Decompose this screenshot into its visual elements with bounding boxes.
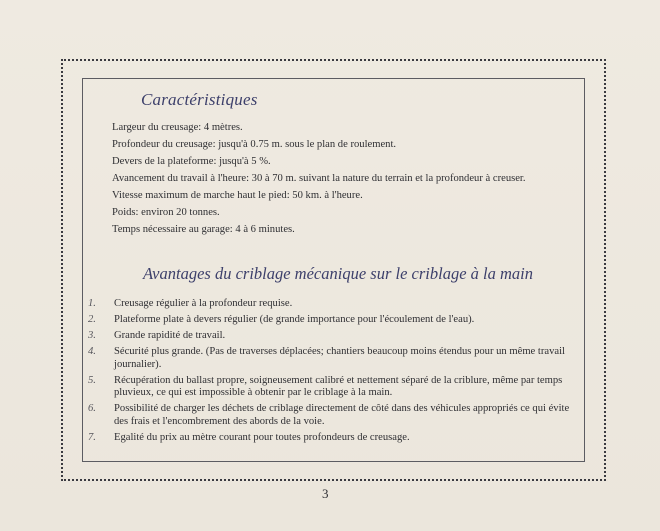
item-number: 4. bbox=[88, 346, 96, 358]
item-text: Creusage régulier à la profondeur requise. bbox=[114, 298, 293, 309]
list-item bbox=[86, 432, 578, 445]
characteristic-line: Vitesse maximum de marche haut le pied: 50 km. à l'heure. bbox=[112, 190, 363, 201]
item-number: 2. bbox=[88, 314, 96, 326]
item-number: 3. bbox=[88, 330, 96, 342]
item-number: 5. bbox=[88, 374, 96, 386]
characteristic-line: Profondeur du creusage: jusqu'à 0.75 m. sous le plan de roulement. bbox=[112, 139, 397, 150]
item-text: Plateforme plate à devers régulier (de grande importance pour l'écoulement de l'eau). bbox=[114, 314, 475, 326]
section-title-avantages: Avantages du criblage mécanique sur le criblage à la main bbox=[143, 264, 533, 283]
item-text: Sécurité plus grande. (Pas de traverses déplacées; chantiers beaucoup moins étendus pour un même travail journalier). bbox=[114, 346, 565, 370]
list-item bbox=[86, 314, 578, 327]
section-title-caracteristiques: Caractéristiques bbox=[141, 90, 258, 109]
item-number: 6. bbox=[88, 403, 96, 415]
page-number: 3 bbox=[322, 486, 329, 501]
item-number: 7. bbox=[88, 432, 96, 444]
characteristic-line: Avancement du travail à l'heure: 30 à 70 m. suivant la nature du terrain et la profondeur à creuser. bbox=[112, 173, 526, 184]
list-item bbox=[86, 346, 578, 371]
characteristic-line: Devers de la plateforme: jusqu'à 5 %. bbox=[112, 156, 271, 167]
list-item bbox=[86, 375, 578, 400]
item-text: Récupération du ballast propre, soigneusement calibré et nettement séparé de la criblure, même par temps pluvieux, ce qui est impossible à obtenir par le criblage à la main. bbox=[114, 374, 563, 399]
item-number: 1. bbox=[88, 298, 96, 309]
list-item bbox=[86, 403, 578, 428]
item-text: Possibilité de charger les déchets de criblage directement de côté dans des véhicules appropriés ce qui évite des frais et l'encombrement des abords de la voie. bbox=[114, 403, 570, 427]
characteristic-line: Largeur du creusage: 4 mètres. bbox=[112, 122, 243, 133]
characteristic-line: Poids: environ 20 tonnes. bbox=[112, 207, 220, 218]
characteristic-line: Temps nécessaire au garage: 4 à 6 minutes. bbox=[112, 224, 295, 235]
characteristics-list bbox=[112, 121, 567, 240]
item-text: Grande rapidité de travail. bbox=[114, 330, 226, 342]
list-item bbox=[86, 330, 578, 343]
item-text: Egalité du prix au mètre courant pour toutes profondeurs de creusage. bbox=[114, 432, 410, 444]
advantages-list bbox=[86, 298, 578, 448]
list-item bbox=[86, 298, 578, 311]
